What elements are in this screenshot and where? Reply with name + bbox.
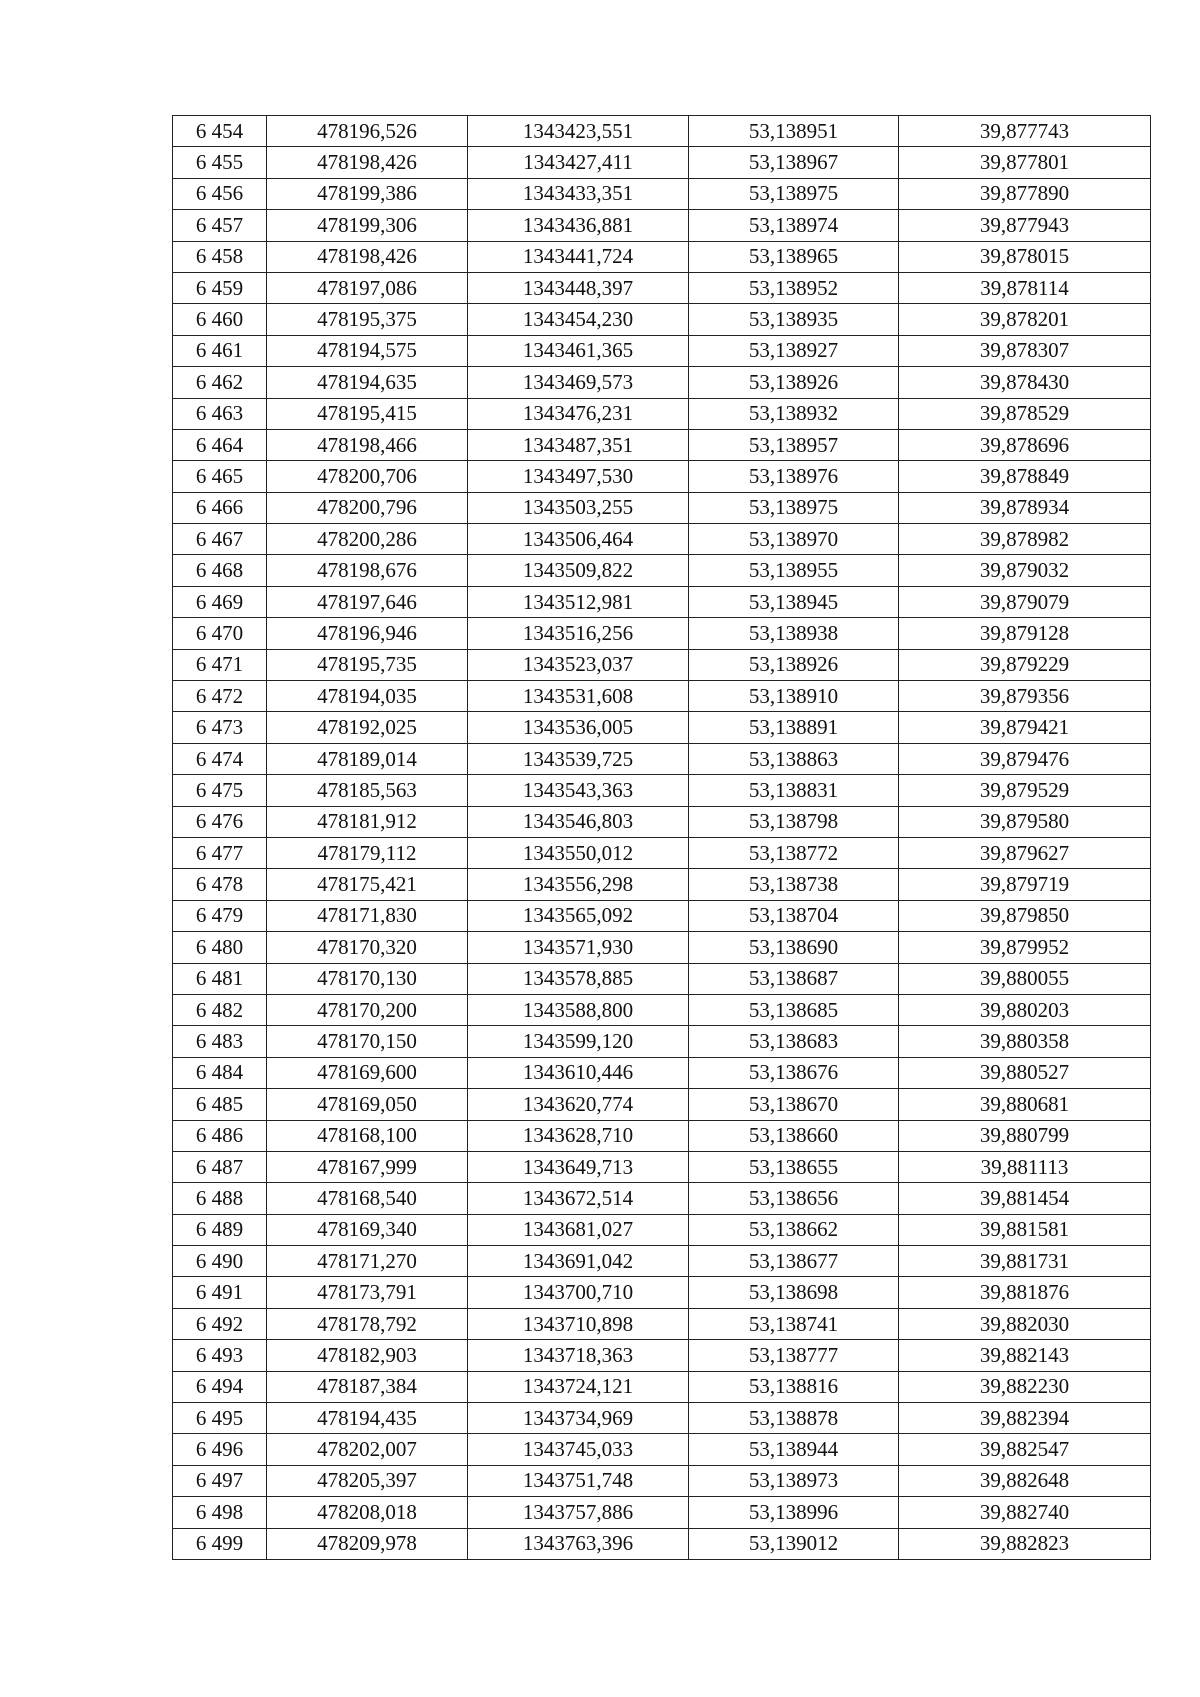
y-coordinate-cell: 1343436,881 [468,210,689,241]
table-row [173,367,1151,398]
table-row [173,837,1151,868]
latitude-cell: 53,138927 [689,335,899,366]
latitude-cell: 53,138965 [689,241,899,272]
longitude-cell: 39,879128 [899,618,1151,649]
point-number-cell: 6 477 [173,837,267,868]
x-coordinate-cell: 478168,100 [267,1120,468,1151]
x-coordinate-cell: 478182,903 [267,1340,468,1371]
point-number-cell: 6 459 [173,272,267,303]
y-coordinate-cell: 1343469,573 [468,367,689,398]
x-coordinate-cell: 478195,415 [267,398,468,429]
longitude-cell: 39,882547 [899,1434,1151,1465]
y-coordinate-cell: 1343599,120 [468,1026,689,1057]
x-coordinate-cell: 478192,025 [267,712,468,743]
point-number-cell: 6 463 [173,398,267,429]
x-coordinate-cell: 478170,130 [267,963,468,994]
table-row [173,1089,1151,1120]
x-coordinate-cell: 478199,306 [267,210,468,241]
latitude-cell: 53,138798 [689,806,899,837]
longitude-cell: 39,881454 [899,1183,1151,1214]
longitude-cell: 39,878849 [899,461,1151,492]
longitude-cell: 39,878307 [899,335,1151,366]
coordinates-table-body [173,116,1151,1560]
x-coordinate-cell: 478173,791 [267,1277,468,1308]
point-number-cell: 6 478 [173,869,267,900]
x-coordinate-cell: 478198,426 [267,241,468,272]
table-row [173,116,1151,147]
longitude-cell: 39,878529 [899,398,1151,429]
table-row [173,524,1151,555]
longitude-cell: 39,877743 [899,116,1151,147]
point-number-cell: 6 484 [173,1057,267,1088]
y-coordinate-cell: 1343556,298 [468,869,689,900]
table-row [173,1340,1151,1371]
latitude-cell: 53,138945 [689,586,899,617]
x-coordinate-cell: 478194,435 [267,1403,468,1434]
latitude-cell: 53,138816 [689,1371,899,1402]
longitude-cell: 39,882143 [899,1340,1151,1371]
x-coordinate-cell: 478196,946 [267,618,468,649]
point-number-cell: 6 485 [173,1089,267,1120]
table-row [173,241,1151,272]
x-coordinate-cell: 478198,426 [267,147,468,178]
y-coordinate-cell: 1343724,121 [468,1371,689,1402]
longitude-cell: 39,879421 [899,712,1151,743]
x-coordinate-cell: 478175,421 [267,869,468,900]
longitude-cell: 39,882030 [899,1308,1151,1339]
x-coordinate-cell: 478169,600 [267,1057,468,1088]
longitude-cell: 39,880055 [899,963,1151,994]
table-row [173,649,1151,680]
x-coordinate-cell: 478194,635 [267,367,468,398]
y-coordinate-cell: 1343610,446 [468,1057,689,1088]
longitude-cell: 39,878934 [899,492,1151,523]
point-number-cell: 6 494 [173,1371,267,1402]
latitude-cell: 53,138975 [689,178,899,209]
y-coordinate-cell: 1343433,351 [468,178,689,209]
point-number-cell: 6 471 [173,649,267,680]
y-coordinate-cell: 1343691,042 [468,1246,689,1277]
y-coordinate-cell: 1343571,930 [468,932,689,963]
x-coordinate-cell: 478169,050 [267,1089,468,1120]
latitude-cell: 53,138698 [689,1277,899,1308]
y-coordinate-cell: 1343539,725 [468,743,689,774]
table-row [173,1120,1151,1151]
table-row [173,210,1151,241]
point-number-cell: 6 497 [173,1465,267,1496]
latitude-cell: 53,138996 [689,1497,899,1528]
y-coordinate-cell: 1343751,748 [468,1465,689,1496]
table-row [173,1434,1151,1465]
y-coordinate-cell: 1343476,231 [468,398,689,429]
x-coordinate-cell: 478170,150 [267,1026,468,1057]
latitude-cell: 53,138974 [689,210,899,241]
x-coordinate-cell: 478198,466 [267,429,468,460]
longitude-cell: 39,877801 [899,147,1151,178]
point-number-cell: 6 473 [173,712,267,743]
latitude-cell: 53,138683 [689,1026,899,1057]
longitude-cell: 39,882394 [899,1403,1151,1434]
point-number-cell: 6 490 [173,1246,267,1277]
coordinates-table [172,115,1151,1560]
x-coordinate-cell: 478181,912 [267,806,468,837]
latitude-cell: 53,139012 [689,1528,899,1559]
y-coordinate-cell: 1343454,230 [468,304,689,335]
longitude-cell: 39,878982 [899,524,1151,555]
point-number-cell: 6 489 [173,1214,267,1245]
longitude-cell: 39,879529 [899,775,1151,806]
longitude-cell: 39,880527 [899,1057,1151,1088]
y-coordinate-cell: 1343620,774 [468,1089,689,1120]
x-coordinate-cell: 478179,112 [267,837,468,868]
latitude-cell: 53,138831 [689,775,899,806]
y-coordinate-cell: 1343649,713 [468,1151,689,1182]
longitude-cell: 39,879032 [899,555,1151,586]
latitude-cell: 53,138932 [689,398,899,429]
table-row [173,1308,1151,1339]
x-coordinate-cell: 478171,830 [267,900,468,931]
y-coordinate-cell: 1343718,363 [468,1340,689,1371]
longitude-cell: 39,878114 [899,272,1151,303]
latitude-cell: 53,138690 [689,932,899,963]
y-coordinate-cell: 1343448,397 [468,272,689,303]
table-row [173,1277,1151,1308]
table-row [173,304,1151,335]
x-coordinate-cell: 478200,796 [267,492,468,523]
x-coordinate-cell: 478194,575 [267,335,468,366]
longitude-cell: 39,878430 [899,367,1151,398]
point-number-cell: 6 474 [173,743,267,774]
x-coordinate-cell: 478208,018 [267,1497,468,1528]
table-row [173,272,1151,303]
longitude-cell: 39,879850 [899,900,1151,931]
x-coordinate-cell: 478189,014 [267,743,468,774]
x-coordinate-cell: 478169,340 [267,1214,468,1245]
latitude-cell: 53,138951 [689,116,899,147]
y-coordinate-cell: 1343497,530 [468,461,689,492]
table-row [173,1183,1151,1214]
point-number-cell: 6 461 [173,335,267,366]
y-coordinate-cell: 1343503,255 [468,492,689,523]
point-number-cell: 6 482 [173,994,267,1025]
longitude-cell: 39,881581 [899,1214,1151,1245]
point-number-cell: 6 475 [173,775,267,806]
x-coordinate-cell: 478197,086 [267,272,468,303]
longitude-cell: 39,882823 [899,1528,1151,1559]
latitude-cell: 53,138662 [689,1214,899,1245]
table-row [173,1057,1151,1088]
y-coordinate-cell: 1343516,256 [468,618,689,649]
y-coordinate-cell: 1343734,969 [468,1403,689,1434]
point-number-cell: 6 469 [173,586,267,617]
y-coordinate-cell: 1343512,981 [468,586,689,617]
x-coordinate-cell: 478171,270 [267,1246,468,1277]
point-number-cell: 6 464 [173,429,267,460]
latitude-cell: 53,138955 [689,555,899,586]
y-coordinate-cell: 1343578,885 [468,963,689,994]
x-coordinate-cell: 478170,320 [267,932,468,963]
point-number-cell: 6 470 [173,618,267,649]
x-coordinate-cell: 478195,375 [267,304,468,335]
latitude-cell: 53,138670 [689,1089,899,1120]
table-row [173,900,1151,931]
longitude-cell: 39,882230 [899,1371,1151,1402]
longitude-cell: 39,878696 [899,429,1151,460]
point-number-cell: 6 476 [173,806,267,837]
longitude-cell: 39,882648 [899,1465,1151,1496]
longitude-cell: 39,878015 [899,241,1151,272]
point-number-cell: 6 467 [173,524,267,555]
point-number-cell: 6 481 [173,963,267,994]
x-coordinate-cell: 478200,286 [267,524,468,555]
table-row [173,1371,1151,1402]
latitude-cell: 53,138676 [689,1057,899,1088]
x-coordinate-cell: 478195,735 [267,649,468,680]
latitude-cell: 53,138741 [689,1308,899,1339]
table-row [173,775,1151,806]
point-number-cell: 6 468 [173,555,267,586]
y-coordinate-cell: 1343536,005 [468,712,689,743]
table-row [173,1151,1151,1182]
latitude-cell: 53,138660 [689,1120,899,1151]
longitude-cell: 39,879356 [899,681,1151,712]
x-coordinate-cell: 478187,384 [267,1371,468,1402]
y-coordinate-cell: 1343757,886 [468,1497,689,1528]
y-coordinate-cell: 1343546,803 [468,806,689,837]
table-row [173,147,1151,178]
longitude-cell: 39,877943 [899,210,1151,241]
x-coordinate-cell: 478205,397 [267,1465,468,1496]
point-number-cell: 6 492 [173,1308,267,1339]
y-coordinate-cell: 1343710,898 [468,1308,689,1339]
longitude-cell: 39,879079 [899,586,1151,617]
table-row [173,555,1151,586]
point-number-cell: 6 455 [173,147,267,178]
point-number-cell: 6 488 [173,1183,267,1214]
latitude-cell: 53,138976 [689,461,899,492]
longitude-cell: 39,880799 [899,1120,1151,1151]
longitude-cell: 39,880358 [899,1026,1151,1057]
x-coordinate-cell: 478194,035 [267,681,468,712]
y-coordinate-cell: 1343745,033 [468,1434,689,1465]
y-coordinate-cell: 1343487,351 [468,429,689,460]
point-number-cell: 6 496 [173,1434,267,1465]
latitude-cell: 53,138687 [689,963,899,994]
latitude-cell: 53,138656 [689,1183,899,1214]
x-coordinate-cell: 478200,706 [267,461,468,492]
longitude-cell: 39,880203 [899,994,1151,1025]
point-number-cell: 6 486 [173,1120,267,1151]
longitude-cell: 39,882740 [899,1497,1151,1528]
table-row [173,1497,1151,1528]
point-number-cell: 6 487 [173,1151,267,1182]
y-coordinate-cell: 1343763,396 [468,1528,689,1559]
longitude-cell: 39,879719 [899,869,1151,900]
latitude-cell: 53,138772 [689,837,899,868]
table-row [173,398,1151,429]
y-coordinate-cell: 1343441,724 [468,241,689,272]
point-number-cell: 6 483 [173,1026,267,1057]
y-coordinate-cell: 1343523,037 [468,649,689,680]
table-row [173,1465,1151,1496]
latitude-cell: 53,138944 [689,1434,899,1465]
point-number-cell: 6 458 [173,241,267,272]
point-number-cell: 6 491 [173,1277,267,1308]
y-coordinate-cell: 1343550,012 [468,837,689,868]
point-number-cell: 6 456 [173,178,267,209]
longitude-cell: 39,879580 [899,806,1151,837]
longitude-cell: 39,878201 [899,304,1151,335]
x-coordinate-cell: 478198,676 [267,555,468,586]
table-row [173,963,1151,994]
table-row [173,681,1151,712]
latitude-cell: 53,138957 [689,429,899,460]
x-coordinate-cell: 478168,540 [267,1183,468,1214]
point-number-cell: 6 472 [173,681,267,712]
longitude-cell: 39,879952 [899,932,1151,963]
point-number-cell: 6 466 [173,492,267,523]
y-coordinate-cell: 1343681,027 [468,1214,689,1245]
point-number-cell: 6 480 [173,932,267,963]
y-coordinate-cell: 1343509,822 [468,555,689,586]
point-number-cell: 6 465 [173,461,267,492]
y-coordinate-cell: 1343588,800 [468,994,689,1025]
latitude-cell: 53,138685 [689,994,899,1025]
point-number-cell: 6 498 [173,1497,267,1528]
y-coordinate-cell: 1343461,365 [468,335,689,366]
x-coordinate-cell: 478170,200 [267,994,468,1025]
latitude-cell: 53,138863 [689,743,899,774]
latitude-cell: 53,138926 [689,367,899,398]
point-number-cell: 6 499 [173,1528,267,1559]
latitude-cell: 53,138878 [689,1403,899,1434]
y-coordinate-cell: 1343565,092 [468,900,689,931]
x-coordinate-cell: 478209,978 [267,1528,468,1559]
point-number-cell: 6 457 [173,210,267,241]
y-coordinate-cell: 1343423,551 [468,116,689,147]
latitude-cell: 53,138975 [689,492,899,523]
longitude-cell: 39,881731 [899,1246,1151,1277]
x-coordinate-cell: 478199,386 [267,178,468,209]
latitude-cell: 53,138938 [689,618,899,649]
longitude-cell: 39,879476 [899,743,1151,774]
point-number-cell: 6 460 [173,304,267,335]
latitude-cell: 53,138677 [689,1246,899,1277]
point-number-cell: 6 493 [173,1340,267,1371]
table-row [173,461,1151,492]
table-row [173,712,1151,743]
latitude-cell: 53,138973 [689,1465,899,1496]
point-number-cell: 6 462 [173,367,267,398]
y-coordinate-cell: 1343628,710 [468,1120,689,1151]
x-coordinate-cell: 478185,563 [267,775,468,806]
longitude-cell: 39,879229 [899,649,1151,680]
latitude-cell: 53,138655 [689,1151,899,1182]
table-row [173,994,1151,1025]
latitude-cell: 53,138777 [689,1340,899,1371]
longitude-cell: 39,879627 [899,837,1151,868]
y-coordinate-cell: 1343427,411 [468,147,689,178]
longitude-cell: 39,881113 [899,1151,1151,1182]
latitude-cell: 53,138967 [689,147,899,178]
table-row [173,869,1151,900]
latitude-cell: 53,138704 [689,900,899,931]
table-row [173,1528,1151,1559]
table-row [173,178,1151,209]
table-row [173,586,1151,617]
y-coordinate-cell: 1343700,710 [468,1277,689,1308]
y-coordinate-cell: 1343506,464 [468,524,689,555]
x-coordinate-cell: 478197,646 [267,586,468,617]
latitude-cell: 53,138970 [689,524,899,555]
point-number-cell: 6 495 [173,1403,267,1434]
latitude-cell: 53,138926 [689,649,899,680]
table-row [173,492,1151,523]
table-row [173,1403,1151,1434]
latitude-cell: 53,138738 [689,869,899,900]
latitude-cell: 53,138935 [689,304,899,335]
table-row [173,932,1151,963]
latitude-cell: 53,138891 [689,712,899,743]
x-coordinate-cell: 478202,007 [267,1434,468,1465]
table-row [173,1246,1151,1277]
x-coordinate-cell: 478196,526 [267,116,468,147]
point-number-cell: 6 454 [173,116,267,147]
longitude-cell: 39,880681 [899,1089,1151,1120]
table-row [173,1214,1151,1245]
table-row [173,743,1151,774]
latitude-cell: 53,138910 [689,681,899,712]
longitude-cell: 39,877890 [899,178,1151,209]
point-number-cell: 6 479 [173,900,267,931]
table-row [173,618,1151,649]
x-coordinate-cell: 478178,792 [267,1308,468,1339]
table-row [173,806,1151,837]
table-row [173,429,1151,460]
latitude-cell: 53,138952 [689,272,899,303]
table-row [173,335,1151,366]
longitude-cell: 39,881876 [899,1277,1151,1308]
x-coordinate-cell: 478167,999 [267,1151,468,1182]
table-row [173,1026,1151,1057]
y-coordinate-cell: 1343531,608 [468,681,689,712]
y-coordinate-cell: 1343672,514 [468,1183,689,1214]
y-coordinate-cell: 1343543,363 [468,775,689,806]
